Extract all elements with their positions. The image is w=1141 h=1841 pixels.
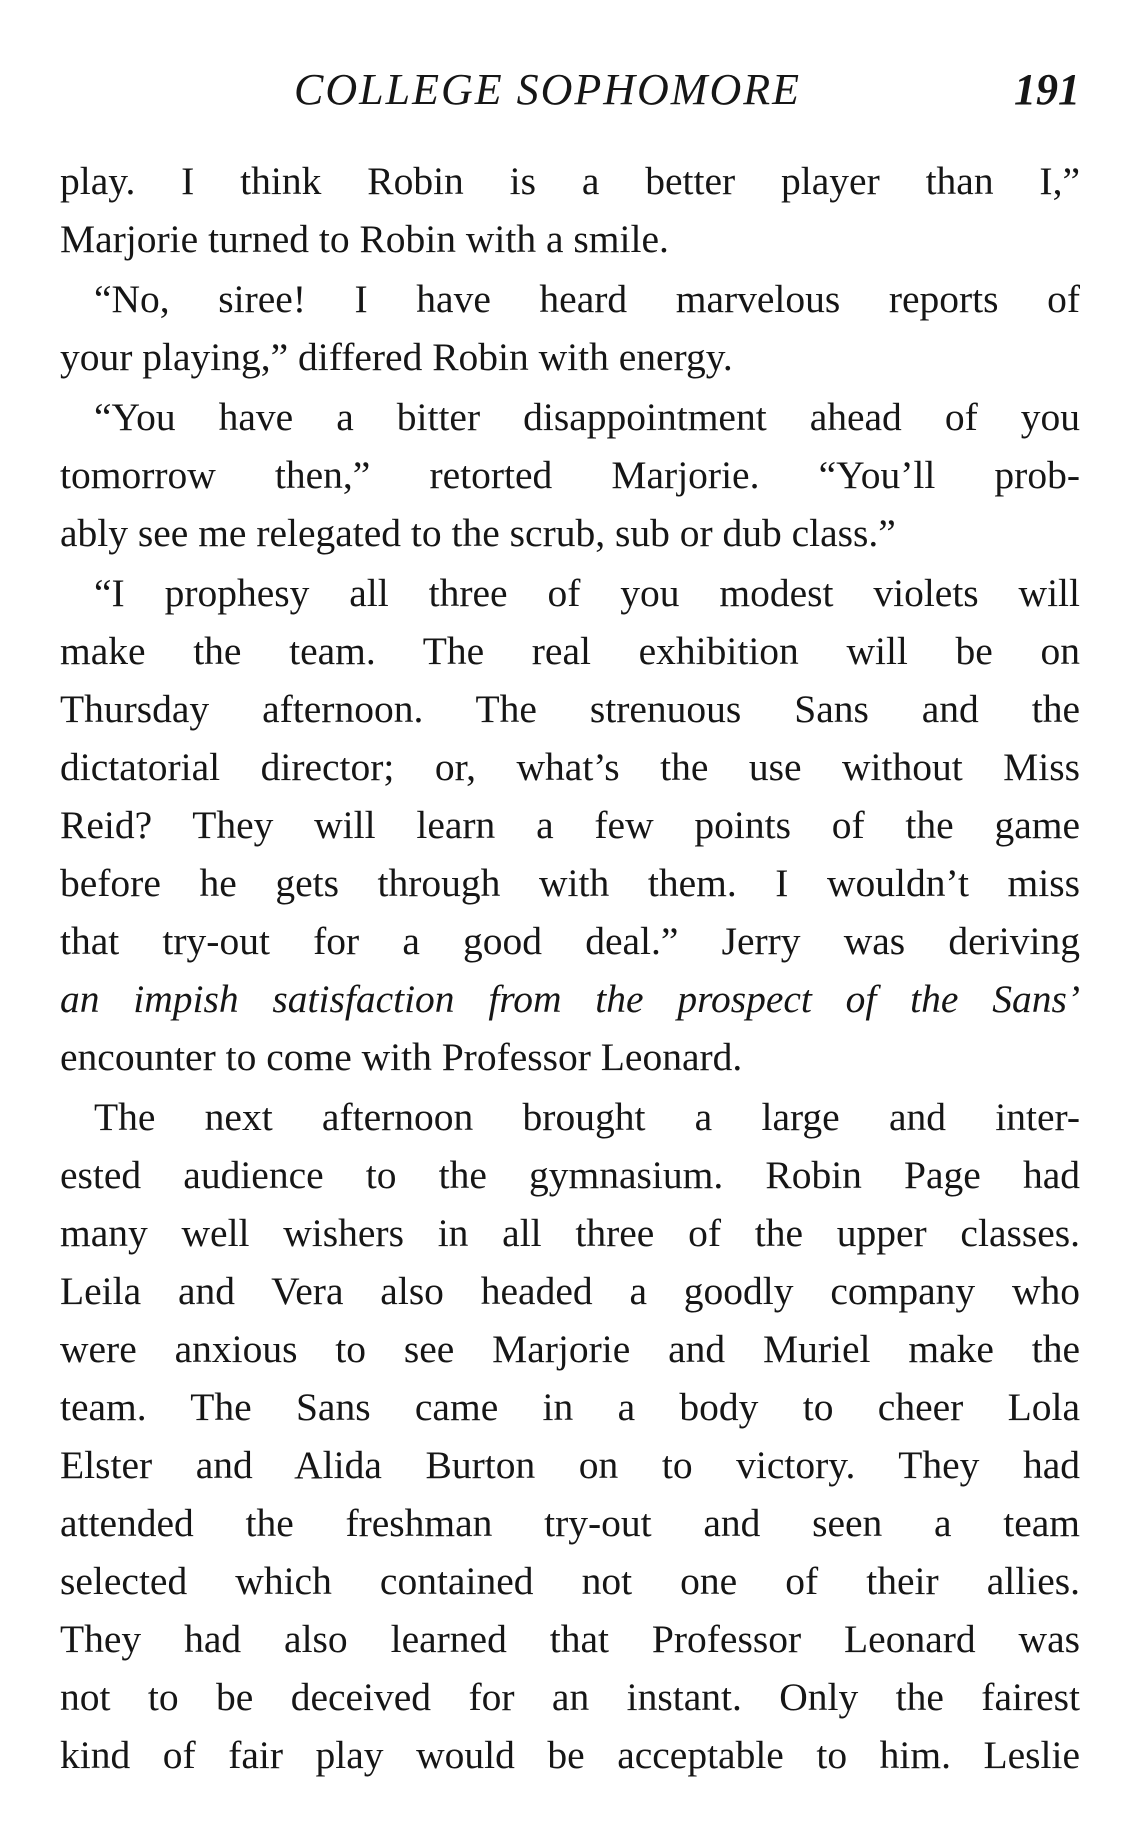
body-text xyxy=(60,152,1080,1784)
text-line: not to be deceived for an instant. Only the fairest xyxy=(60,1675,1080,1719)
paragraph xyxy=(60,152,1080,268)
paragraph xyxy=(60,564,1080,1086)
paragraph xyxy=(60,270,1080,386)
paragraph xyxy=(60,388,1080,562)
text-line: dictatorial director; or, what’s the use without Miss xyxy=(60,745,1080,789)
text-line: attended the freshman try-out and seen a team xyxy=(60,1501,1080,1545)
text-line: were anxious to see Marjorie and Muriel make the xyxy=(60,1327,1080,1371)
page-number: 191 xyxy=(1014,65,1080,114)
text-line: many well wishers in all three of the upper classes. xyxy=(60,1211,1080,1255)
text-line: Thursday afternoon. The strenuous Sans and the xyxy=(60,687,1080,731)
running-head xyxy=(60,60,1080,120)
paragraph xyxy=(60,1088,1080,1784)
text-line: “I prophesy all three of you modest violets will xyxy=(94,571,1080,615)
text-line: your playing,” differed Robin with energy. xyxy=(60,335,733,379)
text-line: Elster and Alida Burton on to victory. They had xyxy=(60,1443,1080,1487)
text-line: Reid? They will learn a few points of the game xyxy=(60,803,1080,847)
running-title: COLLEGE SOPHOMORE xyxy=(294,65,801,114)
text-line: an impish satisfaction from the prospect of the Sans’ xyxy=(60,977,1080,1021)
text-line: play. I think Robin is a better player than I,” xyxy=(60,159,1080,203)
text-line: team. The Sans came in a body to cheer Lola xyxy=(60,1385,1080,1429)
text-line: kind of fair play would be acceptable to him. Leslie xyxy=(60,1733,1080,1777)
text-line: They had also learned that Professor Leonard was xyxy=(60,1617,1080,1661)
text-line: The next afternoon brought a large and inter- xyxy=(94,1095,1080,1139)
text-line: tomorrow then,” retorted Marjorie. “You’ll prob- xyxy=(60,453,1080,497)
text-line: Marjorie turned to Robin with a smile. xyxy=(60,217,669,261)
text-line: selected which contained not one of their allies. xyxy=(60,1559,1080,1603)
text-line: before he gets through with them. I wouldn’t miss xyxy=(60,861,1080,905)
text-line: Leila and Vera also headed a goodly company who xyxy=(60,1269,1080,1313)
text-line: make the team. The real exhibition will be on xyxy=(60,629,1080,673)
text-line: “You have a bitter disappointment ahead of you xyxy=(94,395,1080,439)
text-line: ably see me relegated to the scrub, sub or dub class.” xyxy=(60,511,896,555)
text-line: “No, siree! I have heard marvelous reports of xyxy=(94,277,1080,321)
text-line: that try-out for a good deal.” Jerry was deriving xyxy=(60,919,1080,963)
text-line: ested audience to the gymnasium. Robin Page had xyxy=(60,1153,1080,1197)
text-line: encounter to come with Professor Leonard. xyxy=(60,1035,743,1079)
